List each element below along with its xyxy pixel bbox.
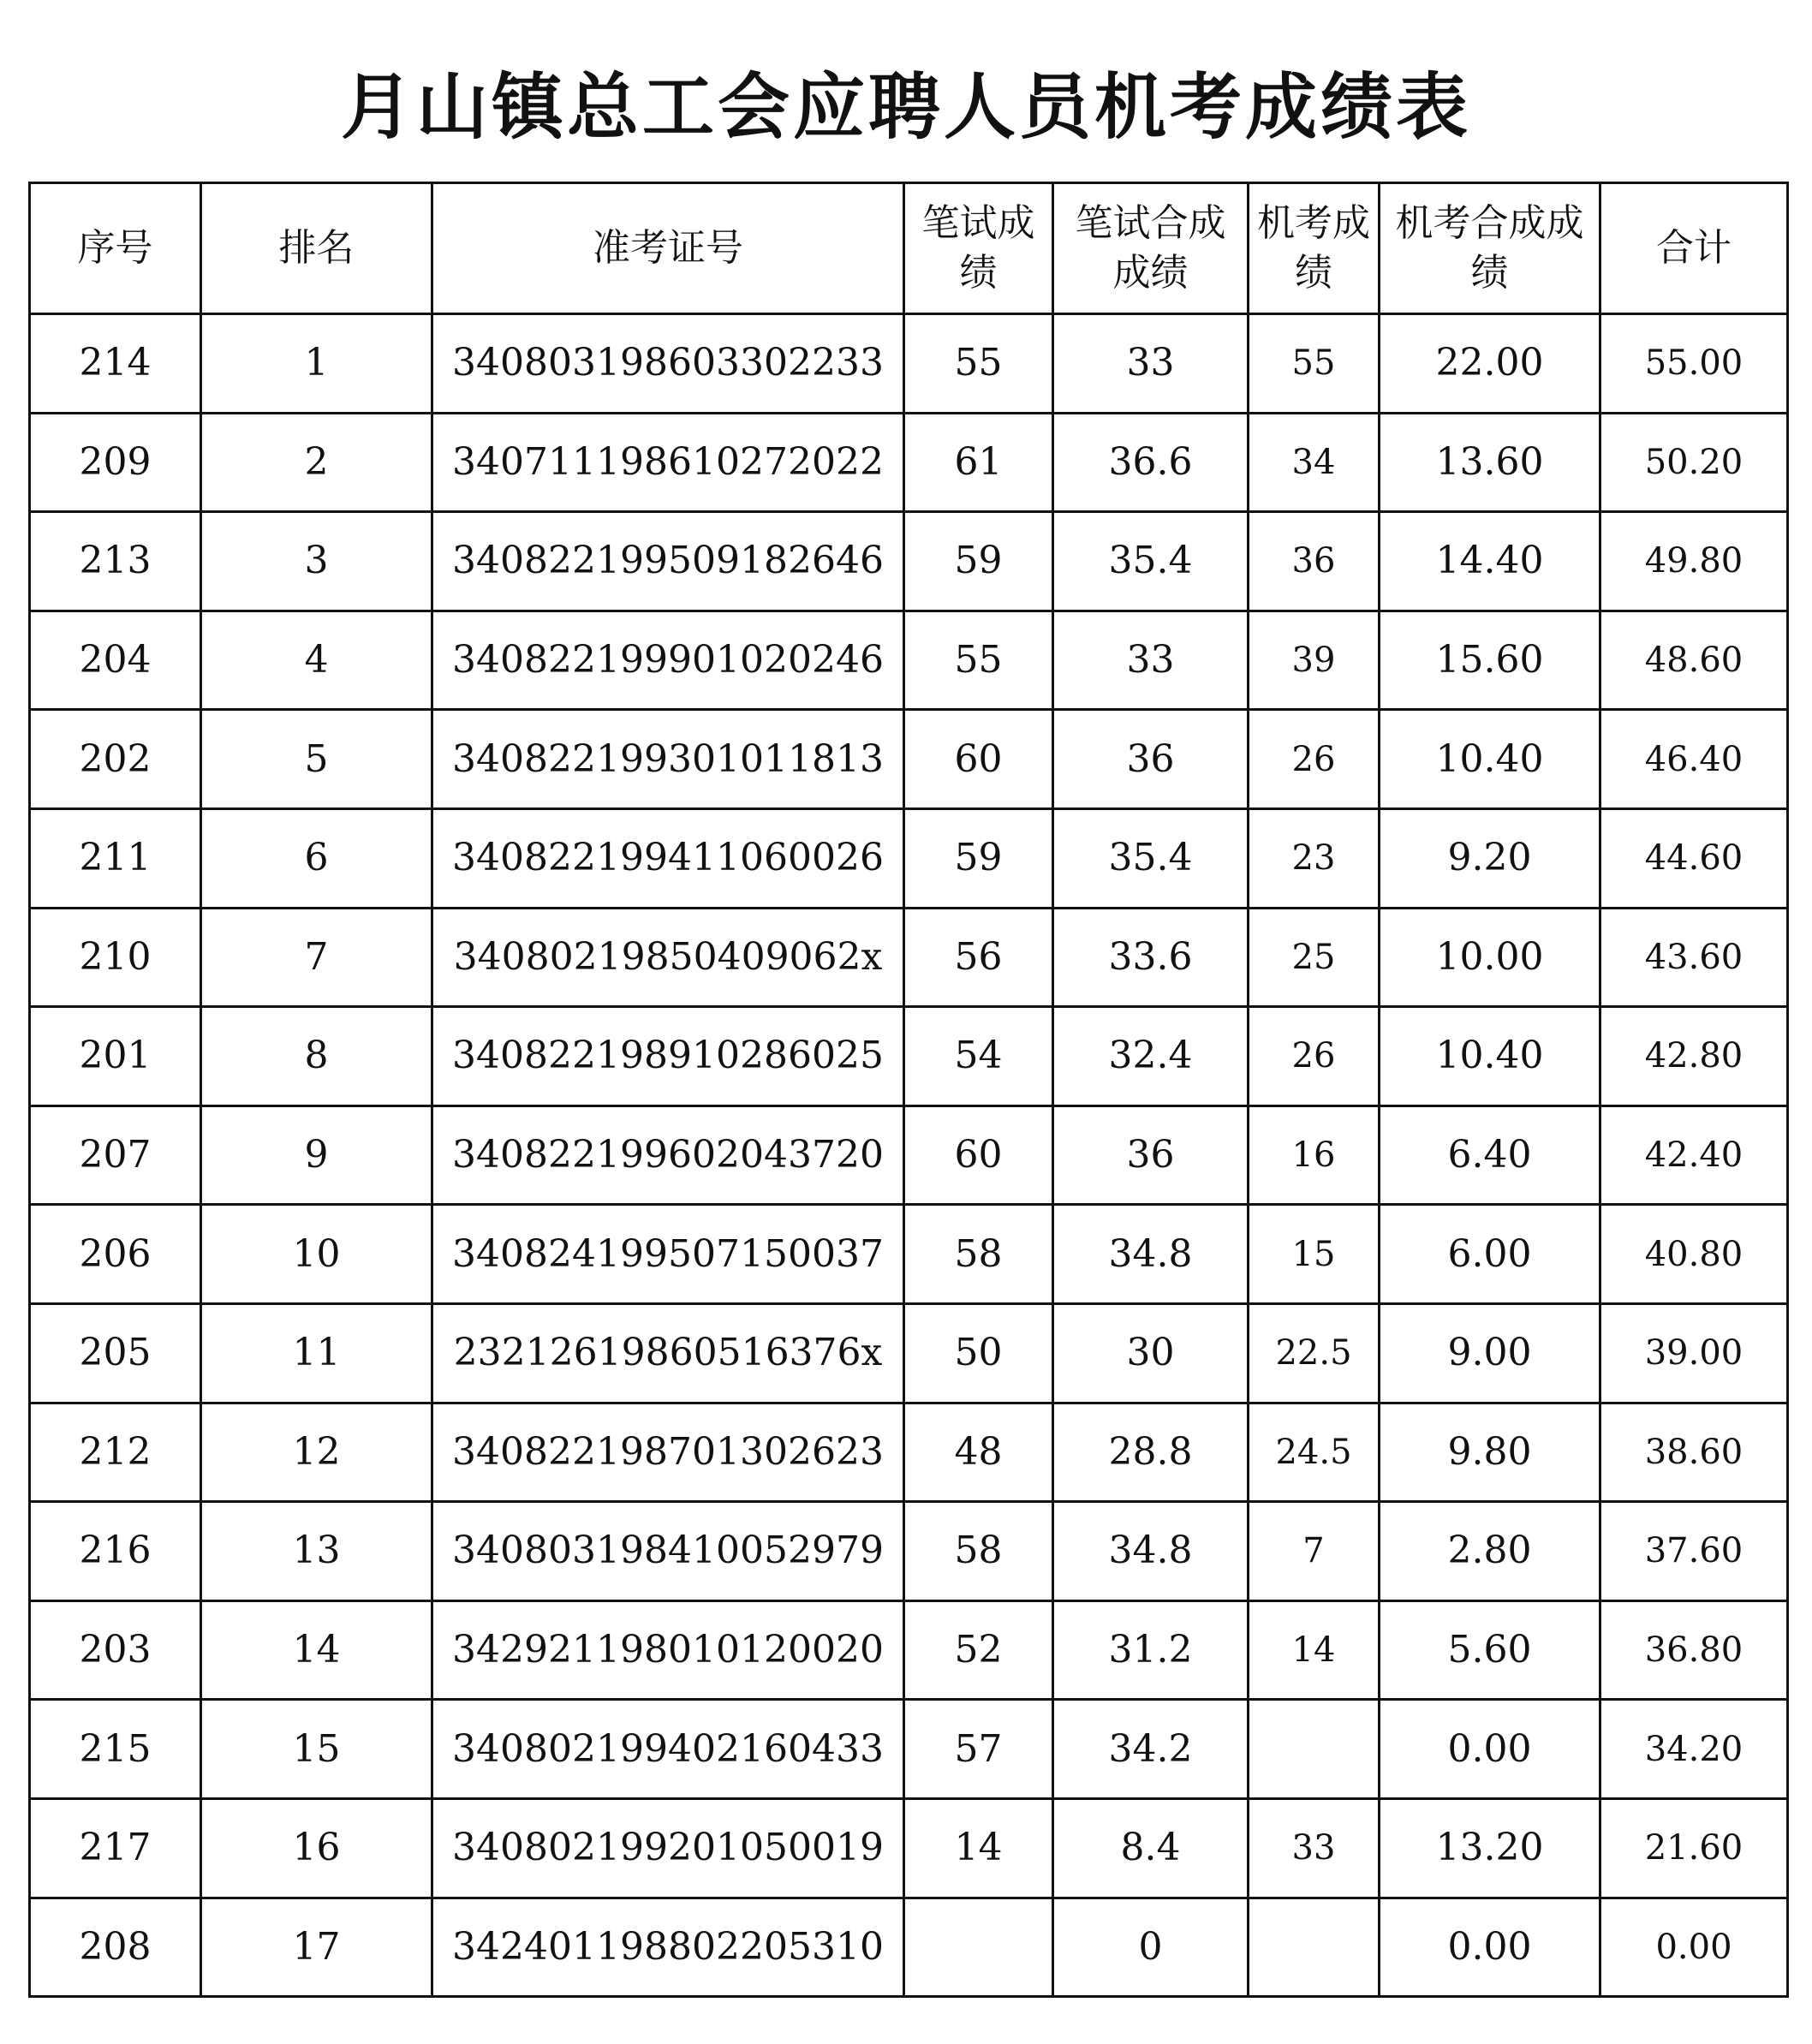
cell-total: 40.80 <box>1600 1205 1788 1304</box>
cell-written-weighted-score: 0 <box>1053 1898 1249 1997</box>
cell-computer-weighted-score: 10.00 <box>1380 908 1600 1007</box>
header-written-weighted-score <box>1053 183 1249 314</box>
cell-total: 37.60 <box>1600 1502 1788 1601</box>
cell-total: 49.80 <box>1600 512 1788 611</box>
cell-written-score: 59 <box>904 808 1053 908</box>
table-row <box>30 1303 1788 1403</box>
header-label: 合计 <box>1656 226 1732 270</box>
cell-written-weighted-score: 35.4 <box>1053 512 1249 611</box>
cell-rank: 13 <box>201 1502 432 1601</box>
cell-rank: 11 <box>201 1303 432 1403</box>
cell-serial: 209 <box>30 413 201 512</box>
cell-ticket-number: 340822199411060026 <box>432 808 904 908</box>
cell-ticket-number: 340822198701302623 <box>432 1403 904 1502</box>
cell-computer-score: 55 <box>1249 314 1380 414</box>
cell-rank: 3 <box>201 512 432 611</box>
cell-computer-score: 34 <box>1249 413 1380 512</box>
cell-ticket-number: 340711198610272022 <box>432 413 904 512</box>
cell-computer-score: 33 <box>1249 1798 1380 1898</box>
header-label: 机考合成成绩 <box>1395 201 1584 295</box>
header-total <box>1600 183 1788 314</box>
table-row <box>30 611 1788 710</box>
cell-written-weighted-score: 34.8 <box>1053 1502 1249 1601</box>
cell-written-score: 57 <box>904 1700 1053 1799</box>
header-label: 笔试合成成绩 <box>1075 201 1226 295</box>
cell-computer-weighted-score: 10.40 <box>1380 710 1600 809</box>
cell-total: 42.80 <box>1600 1007 1788 1106</box>
cell-computer-score <box>1249 1700 1380 1799</box>
cell-written-score: 55 <box>904 611 1053 710</box>
cell-computer-score: 23 <box>1249 808 1380 908</box>
cell-ticket-number: 340803198410052979 <box>432 1502 904 1601</box>
cell-total: 34.20 <box>1600 1700 1788 1799</box>
cell-computer-score: 36 <box>1249 512 1380 611</box>
table-row <box>30 1898 1788 1997</box>
cell-written-score: 61 <box>904 413 1053 512</box>
header-label: 笔试成绩 <box>921 201 1035 295</box>
cell-rank: 2 <box>201 413 432 512</box>
cell-computer-weighted-score: 14.40 <box>1380 512 1600 611</box>
cell-rank: 8 <box>201 1007 432 1106</box>
header-label: 机考成绩 <box>1257 201 1370 295</box>
cell-written-score: 60 <box>904 710 1053 809</box>
cell-serial: 217 <box>30 1798 201 1898</box>
cell-serial: 203 <box>30 1600 201 1700</box>
cell-total: 44.60 <box>1600 808 1788 908</box>
cell-total: 36.80 <box>1600 1600 1788 1700</box>
cell-serial: 213 <box>30 512 201 611</box>
page-title: 月山镇总工会应聘人员机考成绩表 <box>340 64 1471 149</box>
cell-computer-score: 7 <box>1249 1502 1380 1601</box>
table-row <box>30 808 1788 908</box>
cell-computer-score: 22.5 <box>1249 1303 1380 1403</box>
cell-serial: 212 <box>30 1403 201 1502</box>
cell-total: 46.40 <box>1600 710 1788 809</box>
cell-written-score: 58 <box>904 1502 1053 1601</box>
cell-written-weighted-score: 33.6 <box>1053 908 1249 1007</box>
cell-written-weighted-score: 34.2 <box>1053 1700 1249 1799</box>
cell-serial: 201 <box>30 1007 201 1106</box>
cell-rank: 17 <box>201 1898 432 1997</box>
cell-written-score <box>904 1898 1053 1997</box>
score-table-body <box>30 314 1788 1997</box>
cell-computer-score: 16 <box>1249 1105 1380 1205</box>
cell-serial: 204 <box>30 611 201 710</box>
cell-ticket-number: 340803198603302233 <box>432 314 904 414</box>
cell-ticket-number: 34080219850409062x <box>432 908 904 1007</box>
table-row <box>30 1600 1788 1700</box>
cell-rank: 1 <box>201 314 432 414</box>
header-label: 序号 <box>77 226 153 270</box>
header-label: 排名 <box>278 226 355 270</box>
header-serial <box>30 183 201 314</box>
cell-total: 38.60 <box>1600 1403 1788 1502</box>
cell-ticket-number: 342921198010120020 <box>432 1600 904 1700</box>
cell-rank: 10 <box>201 1205 432 1304</box>
cell-computer-weighted-score: 13.20 <box>1380 1798 1600 1898</box>
cell-computer-weighted-score: 10.40 <box>1380 1007 1600 1106</box>
cell-ticket-number: 340822199901020246 <box>432 611 904 710</box>
cell-total: 50.20 <box>1600 413 1788 512</box>
cell-rank: 15 <box>201 1700 432 1799</box>
cell-written-weighted-score: 36 <box>1053 1105 1249 1205</box>
cell-written-weighted-score: 36.6 <box>1053 413 1249 512</box>
table-row <box>30 710 1788 809</box>
table-row <box>30 314 1788 414</box>
cell-total: 42.40 <box>1600 1105 1788 1205</box>
cell-written-score: 55 <box>904 314 1053 414</box>
cell-computer-weighted-score: 22.00 <box>1380 314 1600 414</box>
cell-computer-score: 25 <box>1249 908 1380 1007</box>
cell-ticket-number: 23212619860516376x <box>432 1303 904 1403</box>
cell-rank: 6 <box>201 808 432 908</box>
cell-rank: 14 <box>201 1600 432 1700</box>
header-rank <box>201 183 432 314</box>
header-label: 准考证号 <box>593 226 743 270</box>
cell-written-weighted-score: 8.4 <box>1053 1798 1249 1898</box>
cell-ticket-number: 340822199301011813 <box>432 710 904 809</box>
cell-written-weighted-score: 34.8 <box>1053 1205 1249 1304</box>
cell-serial: 206 <box>30 1205 201 1304</box>
header-computer-score <box>1249 183 1380 314</box>
cell-total: 48.60 <box>1600 611 1788 710</box>
cell-written-weighted-score: 30 <box>1053 1303 1249 1403</box>
cell-written-weighted-score: 32.4 <box>1053 1007 1249 1106</box>
cell-computer-score: 26 <box>1249 710 1380 809</box>
cell-total: 55.00 <box>1600 314 1788 414</box>
table-row <box>30 1205 1788 1304</box>
cell-written-score: 48 <box>904 1403 1053 1502</box>
cell-written-score: 54 <box>904 1007 1053 1106</box>
cell-computer-weighted-score: 0.00 <box>1380 1700 1600 1799</box>
cell-computer-weighted-score: 9.00 <box>1380 1303 1600 1403</box>
cell-serial: 208 <box>30 1898 201 1997</box>
cell-written-weighted-score: 28.8 <box>1053 1403 1249 1502</box>
table-row <box>30 1798 1788 1898</box>
cell-rank: 9 <box>201 1105 432 1205</box>
cell-computer-score: 15 <box>1249 1205 1380 1304</box>
score-table <box>28 182 1789 1998</box>
cell-rank: 4 <box>201 611 432 710</box>
table-row <box>30 1502 1788 1601</box>
cell-ticket-number: 340824199507150037 <box>432 1205 904 1304</box>
cell-computer-weighted-score: 6.40 <box>1380 1105 1600 1205</box>
cell-written-score: 56 <box>904 908 1053 1007</box>
table-row <box>30 1403 1788 1502</box>
cell-written-score: 58 <box>904 1205 1053 1304</box>
cell-total: 21.60 <box>1600 1798 1788 1898</box>
cell-ticket-number: 342401198802205310 <box>432 1898 904 1997</box>
cell-ticket-number: 340822199602043720 <box>432 1105 904 1205</box>
cell-ticket-number: 340822199509182646 <box>432 512 904 611</box>
cell-computer-weighted-score: 0.00 <box>1380 1898 1600 1997</box>
cell-total: 0.00 <box>1600 1898 1788 1997</box>
table-row <box>30 908 1788 1007</box>
cell-serial: 205 <box>30 1303 201 1403</box>
cell-serial: 202 <box>30 710 201 809</box>
cell-computer-weighted-score: 9.80 <box>1380 1403 1600 1502</box>
cell-written-score: 59 <box>904 512 1053 611</box>
header-ticket-number <box>432 183 904 314</box>
cell-computer-weighted-score: 5.60 <box>1380 1600 1600 1700</box>
cell-computer-score <box>1249 1898 1380 1997</box>
cell-written-weighted-score: 31.2 <box>1053 1600 1249 1700</box>
cell-written-weighted-score: 36 <box>1053 710 1249 809</box>
cell-serial: 215 <box>30 1700 201 1799</box>
cell-computer-score: 24.5 <box>1249 1403 1380 1502</box>
cell-computer-weighted-score: 2.80 <box>1380 1502 1600 1601</box>
cell-computer-score: 14 <box>1249 1600 1380 1700</box>
cell-written-weighted-score: 35.4 <box>1053 808 1249 908</box>
table-row <box>30 413 1788 512</box>
cell-computer-score: 26 <box>1249 1007 1380 1106</box>
cell-ticket-number: 340802199201050019 <box>432 1798 904 1898</box>
table-header-row <box>30 183 1788 314</box>
cell-rank: 12 <box>201 1403 432 1502</box>
cell-serial: 216 <box>30 1502 201 1601</box>
table-row <box>30 1700 1788 1799</box>
cell-written-weighted-score: 33 <box>1053 314 1249 414</box>
cell-computer-weighted-score: 6.00 <box>1380 1205 1600 1304</box>
cell-computer-weighted-score: 15.60 <box>1380 611 1600 710</box>
cell-computer-score: 39 <box>1249 611 1380 710</box>
cell-serial: 214 <box>30 314 201 414</box>
cell-written-score: 14 <box>904 1798 1053 1898</box>
cell-computer-weighted-score: 13.60 <box>1380 413 1600 512</box>
header-computer-weighted-score <box>1380 183 1600 314</box>
cell-serial: 210 <box>30 908 201 1007</box>
cell-ticket-number: 340822198910286025 <box>432 1007 904 1106</box>
cell-serial: 207 <box>30 1105 201 1205</box>
cell-rank: 7 <box>201 908 432 1007</box>
cell-written-score: 50 <box>904 1303 1053 1403</box>
cell-rank: 5 <box>201 710 432 809</box>
cell-written-score: 60 <box>904 1105 1053 1205</box>
cell-serial: 211 <box>30 808 201 908</box>
header-written-score <box>904 183 1053 314</box>
cell-ticket-number: 340802199402160433 <box>432 1700 904 1799</box>
table-row <box>30 1007 1788 1106</box>
cell-written-score: 52 <box>904 1600 1053 1700</box>
table-row <box>30 1105 1788 1205</box>
cell-total: 43.60 <box>1600 908 1788 1007</box>
cell-written-weighted-score: 33 <box>1053 611 1249 710</box>
cell-total: 39.00 <box>1600 1303 1788 1403</box>
cell-rank: 16 <box>201 1798 432 1898</box>
table-row <box>30 512 1788 611</box>
cell-computer-weighted-score: 9.20 <box>1380 808 1600 908</box>
